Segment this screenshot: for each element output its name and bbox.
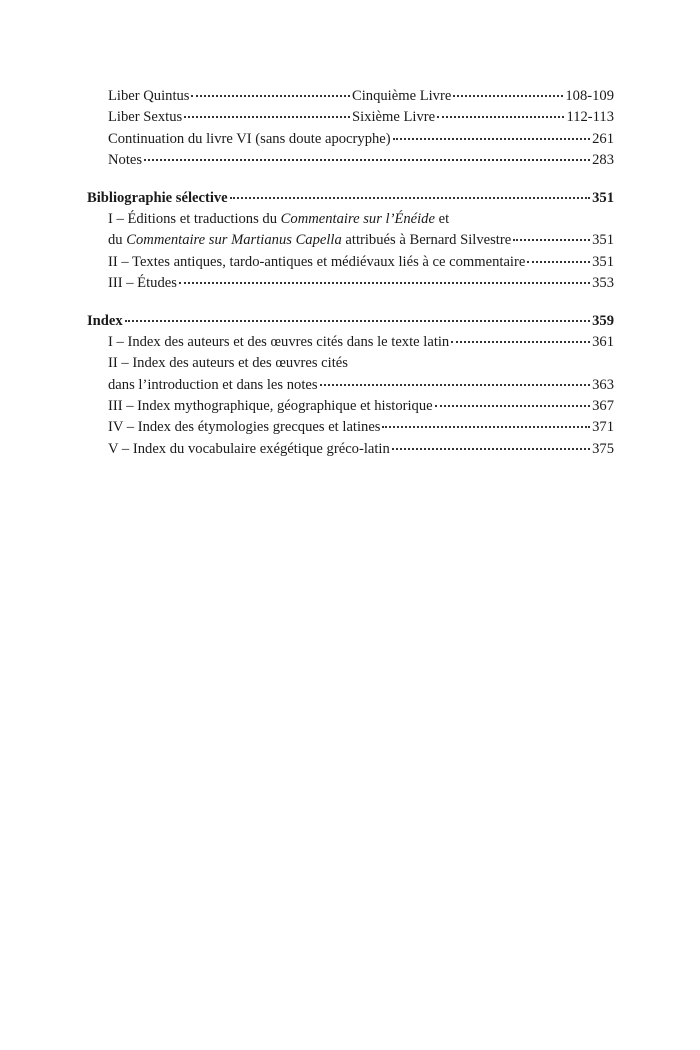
leader-dots	[125, 320, 590, 322]
toc-entry-label: III – Études	[108, 275, 177, 292]
toc-section-index[interactable]	[87, 311, 614, 332]
toc-entry-page: 353	[592, 275, 614, 292]
toc-entry-page: 261	[592, 130, 614, 147]
leader-dots	[437, 116, 564, 118]
toc-entry-index-etymologies[interactable]	[87, 417, 614, 438]
leader-dots	[435, 405, 590, 407]
toc-entry-index-vocabulaire[interactable]	[87, 439, 614, 460]
leader-dots	[144, 159, 590, 161]
toc-entry-label-fr: Cinquième Livre	[352, 88, 452, 104]
section-page: 359	[592, 312, 614, 329]
leader-dots	[453, 95, 563, 97]
toc-entry-text: du	[108, 232, 127, 249]
toc-entry-continuation[interactable]	[87, 129, 614, 150]
toc-entry-index-mythographique[interactable]	[87, 396, 614, 417]
toc-entry-liber-sextus[interactable]	[87, 107, 614, 128]
leader-dots	[513, 239, 590, 241]
toc-entry-title-italic: Commentaire sur l’Énéide	[280, 210, 435, 227]
toc-entry-page: 367	[592, 398, 614, 415]
toc-entry-label: Liber Sextus	[108, 109, 183, 126]
toc-entry-label: dans l’introduction et dans les notes	[108, 376, 318, 393]
toc-entry-index-latin[interactable]	[87, 332, 614, 353]
toc-entry-text: et	[434, 210, 450, 227]
toc-entry-editions-line2[interactable]	[87, 230, 614, 251]
leader-dots	[451, 341, 590, 343]
toc-entry-label: I – Index des auteurs et des œuvres cités dans le texte latin	[108, 333, 450, 350]
toc-entry-text: attribués à Bernard Silvestre	[341, 232, 512, 249]
toc-entry-page: 283	[592, 152, 614, 169]
toc-entry-page: 351	[592, 253, 614, 270]
toc-section-bibliographie[interactable]	[87, 188, 614, 209]
toc-entry-editions-line1[interactable]	[87, 209, 614, 230]
toc-entry-page: 375	[592, 440, 614, 457]
leader-dots	[179, 282, 590, 284]
toc-entry-label: Notes	[108, 152, 143, 169]
toc-entry-page: 108-109	[565, 88, 614, 104]
toc-entry-etudes[interactable]	[87, 273, 614, 294]
toc-entry-label: Continuation du livre VI (sans doute apocryphe)	[108, 130, 391, 147]
toc-entry-index-auteurs-line2[interactable]	[87, 375, 614, 396]
toc-entry-page: 351	[592, 232, 614, 249]
toc-entry-page: 361	[592, 333, 614, 350]
leader-dots	[320, 384, 591, 386]
toc-entry-label: II – Index des auteurs et des œuvres cités	[108, 355, 348, 372]
toc-entry-label: II – Textes antiques, tardo-antiques et médiévaux liés à ce commentaire	[108, 253, 526, 270]
leader-dots	[184, 116, 350, 118]
toc-entry-notes[interactable]	[87, 150, 614, 171]
section-page: 351	[592, 189, 614, 206]
leader-dots	[393, 138, 590, 140]
toc-entry-page: 112-113	[566, 109, 614, 126]
toc-entry-label: Liber Quintus	[108, 88, 190, 104]
leader-dots	[382, 426, 590, 428]
toc-entry-textes-antiques[interactable]	[87, 252, 614, 273]
leader-dots	[230, 197, 590, 199]
toc-entry-page: 363	[592, 376, 614, 393]
toc-entry-label-fr: Sixième Livre	[352, 109, 436, 126]
leader-dots	[527, 261, 590, 263]
toc-entry-label: III – Index mythographique, géographique et historique	[108, 398, 433, 415]
section-title: Index	[87, 312, 123, 329]
toc-entry-label: V – Index du vocabulaire exégétique gréco-latin	[108, 440, 390, 457]
leader-dots	[191, 95, 350, 97]
section-title: Bibliographie sélective	[87, 189, 228, 206]
toc-entry-title-italic: Commentaire sur Martianus Capella	[126, 232, 342, 249]
toc-entry-text: I – Éditions et traductions du	[108, 210, 281, 227]
toc-entry-liber-quintus[interactable]	[87, 86, 614, 107]
leader-dots	[392, 448, 590, 450]
toc-entry-index-auteurs-line1[interactable]	[87, 353, 614, 374]
table-of-contents	[87, 86, 614, 460]
toc-entry-label: IV – Index des étymologies grecques et latines	[108, 419, 381, 436]
toc-entry-page: 371	[592, 419, 614, 436]
